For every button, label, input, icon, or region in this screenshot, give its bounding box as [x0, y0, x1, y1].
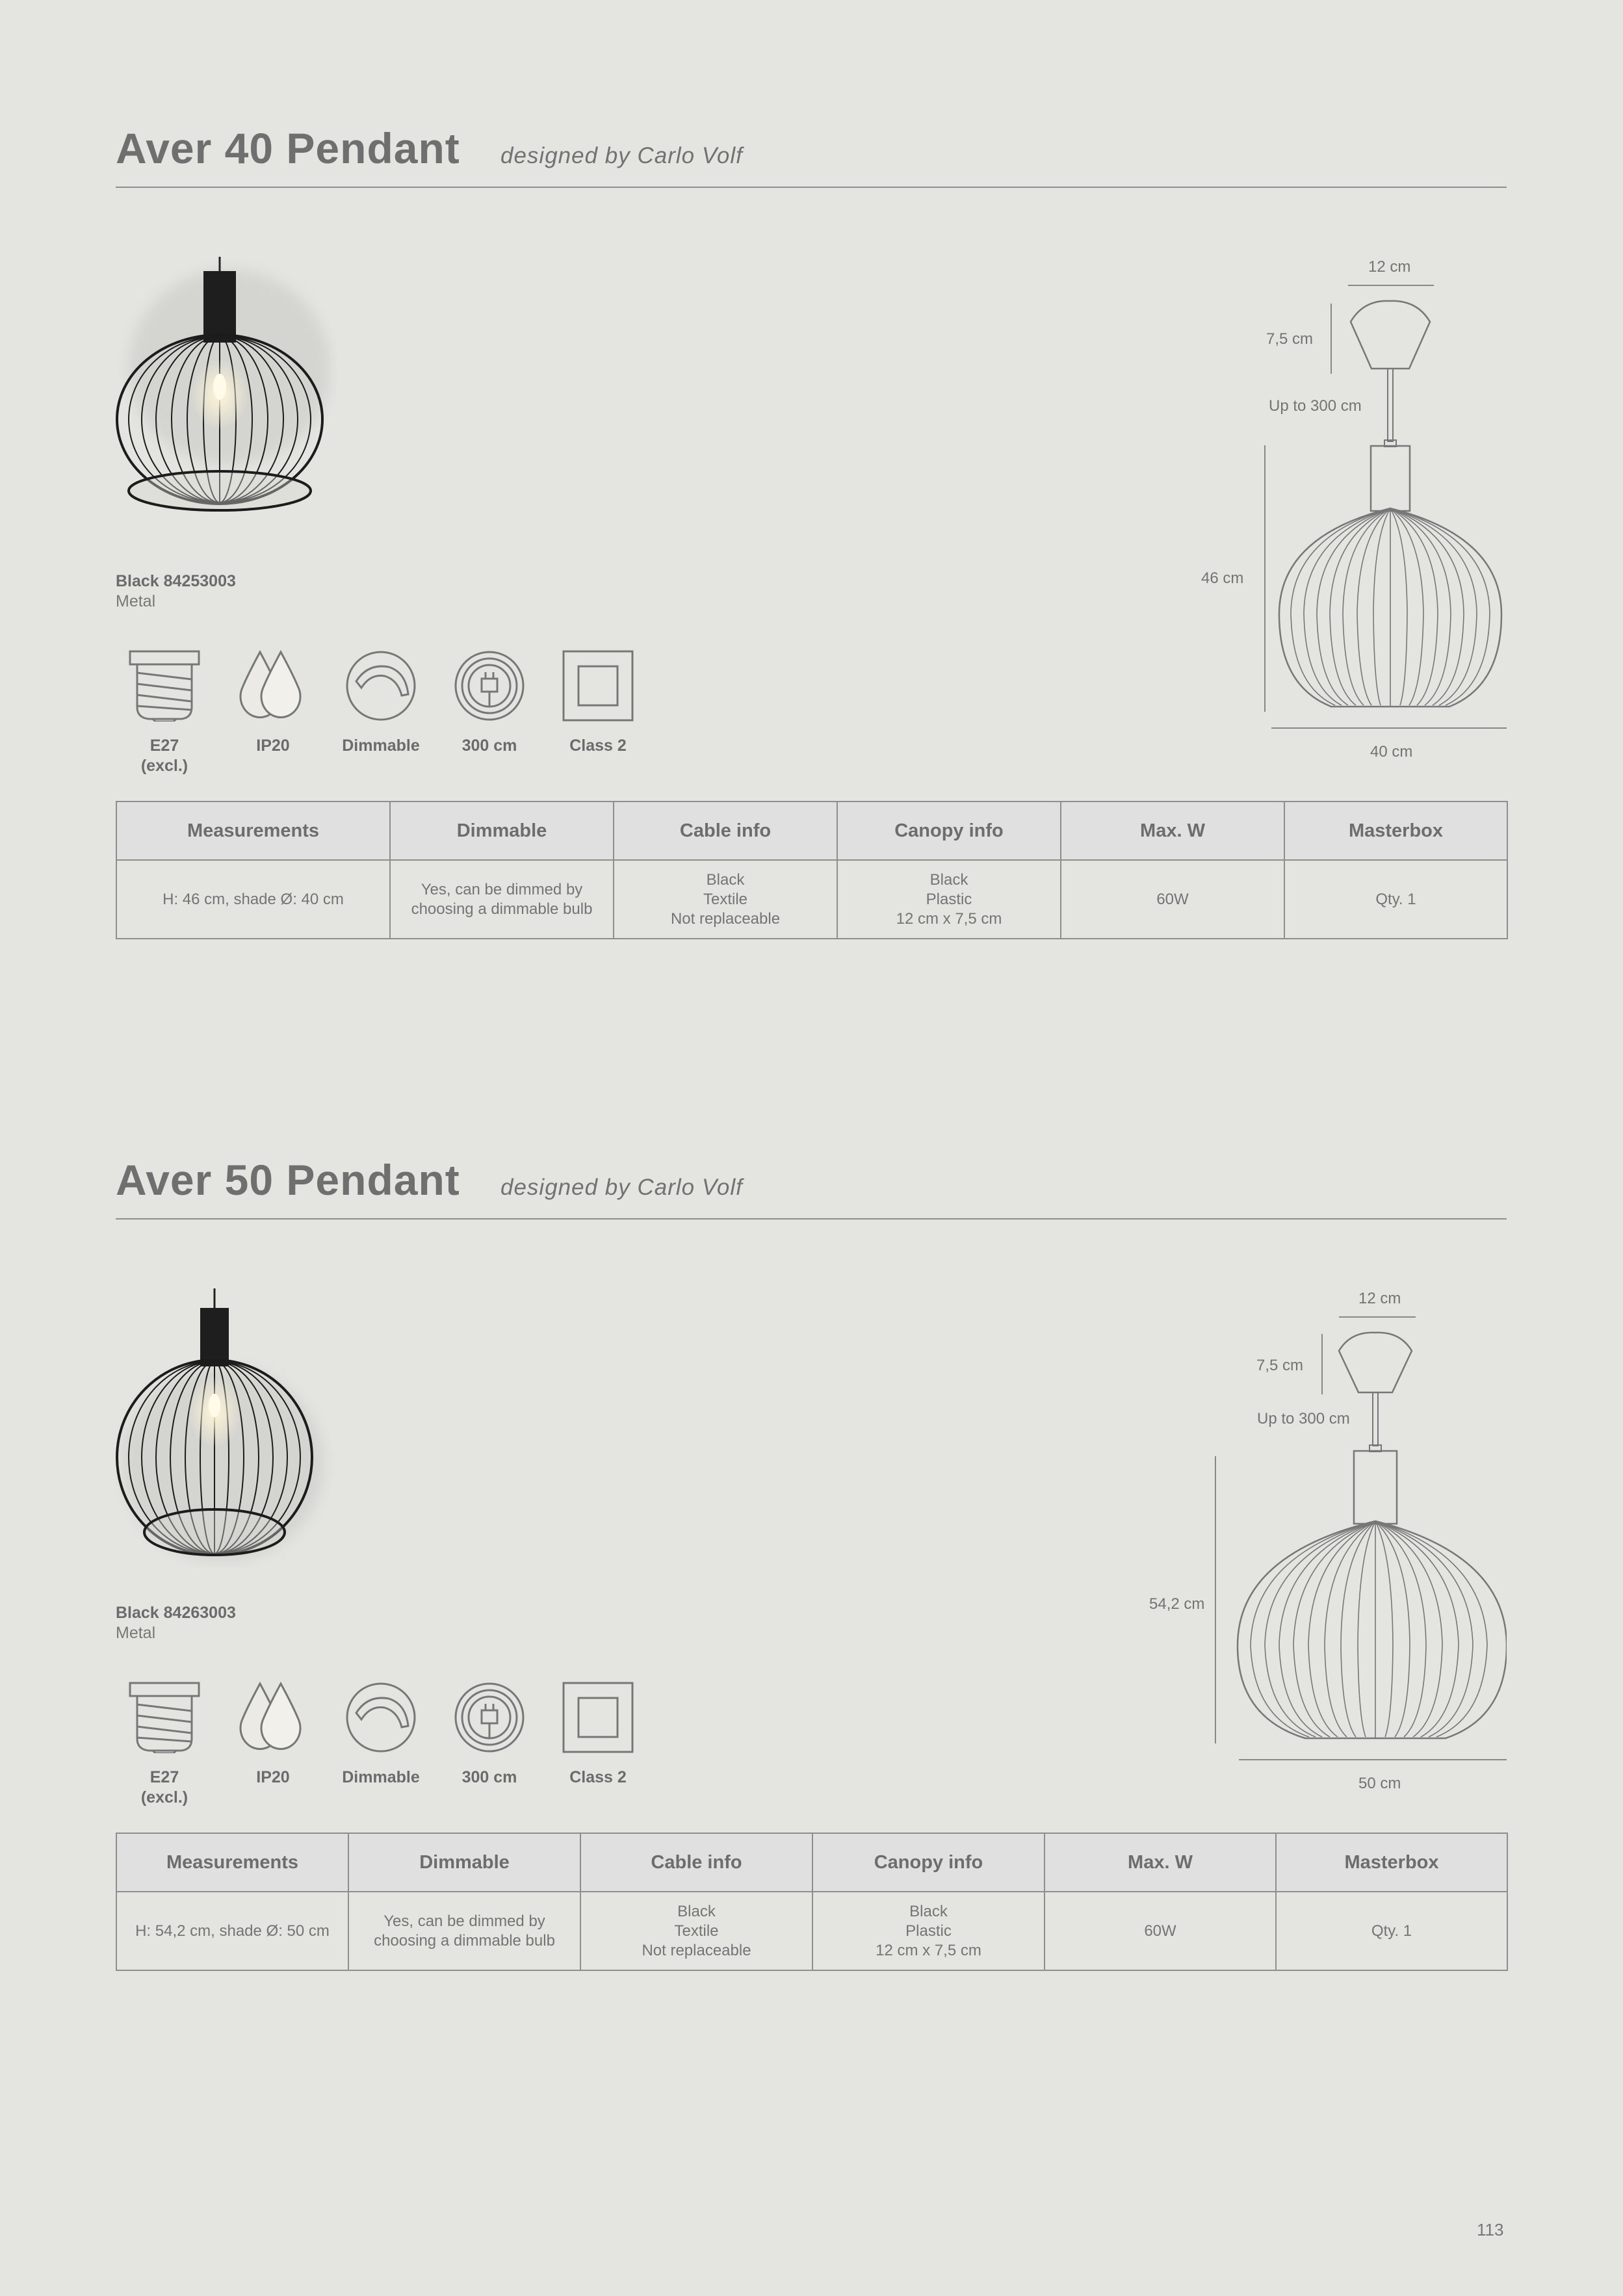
cable-plug-icon — [450, 650, 528, 722]
header-measurements: Measurements — [116, 802, 390, 860]
product-section-aver-40 — [116, 117, 1507, 962]
table-header-row — [116, 802, 1507, 860]
feature-label: E27 (excl.) — [140, 737, 188, 775]
spec-table — [116, 1833, 1508, 1971]
product-title: Aver 50 Pendant — [116, 1156, 460, 1204]
dim-height: 46 cm — [1201, 569, 1244, 587]
designer-credit: designed by Carlo Volf — [500, 143, 743, 168]
cell-dimmable: Yes, can be dimmed by choosing a dimmable bulb — [348, 1892, 580, 1970]
class2-icon — [559, 650, 637, 722]
header-cable-info: Cable info — [614, 802, 837, 860]
dim-canopy-height: 7,5 cm — [1256, 1357, 1304, 1374]
ip20-drops-icon — [234, 650, 312, 722]
header-max-w: Max. W — [1045, 1833, 1276, 1892]
cell-cable-info: Black Textile Not replaceable — [580, 1892, 812, 1970]
e27-socket-icon — [125, 650, 203, 722]
header-divider — [116, 187, 1507, 188]
feature-label: E27 (excl.) — [140, 1768, 188, 1807]
technical-drawing — [1149, 1288, 1507, 1821]
feature-label: Dimmable — [342, 1768, 420, 1786]
e27-socket-icon — [125, 1682, 203, 1753]
feature-label: 300 cm — [461, 737, 517, 755]
dim-canopy-width: 12 cm — [1368, 258, 1411, 276]
feature-label: Class 2 — [569, 1768, 627, 1786]
cell-measurements: H: 54,2 cm, shade Ø: 50 cm — [116, 1892, 348, 1970]
product-title: Aver 40 Pendant — [116, 124, 460, 172]
dim-canopy-width: 12 cm — [1358, 1290, 1401, 1307]
dim-width: 40 cm — [1370, 743, 1413, 761]
product-photo — [116, 257, 337, 536]
feature-class2 — [549, 650, 647, 756]
header-max-w: Max. W — [1061, 802, 1284, 860]
product-section-aver-50 — [116, 1149, 1507, 1994]
feature-ip20 — [224, 1682, 322, 1788]
product-sku: Black 84263003 — [116, 1604, 236, 1622]
dim-width: 50 cm — [1358, 1775, 1401, 1792]
table-header-row — [116, 1833, 1507, 1892]
dim-height: 54,2 cm — [1149, 1595, 1205, 1613]
feature-label: IP20 — [256, 737, 290, 755]
product-header — [116, 1149, 1507, 1233]
technical-drawing — [1195, 257, 1507, 777]
product-sku: Black 84253003 — [116, 572, 236, 590]
header-dimmable: Dimmable — [348, 1833, 580, 1892]
feature-dimmable — [332, 1682, 430, 1788]
header-masterbox: Masterbox — [1276, 1833, 1507, 1892]
spec-table — [116, 801, 1508, 939]
feature-class2 — [549, 1682, 647, 1788]
table-row — [116, 860, 1507, 939]
cell-masterbox: Qty. 1 — [1276, 1892, 1507, 1970]
feature-label: 300 cm — [461, 1768, 517, 1786]
product-material: Metal — [116, 592, 156, 610]
header-cable-info: Cable info — [580, 1833, 812, 1892]
feature-label: IP20 — [256, 1768, 290, 1786]
feature-label: Dimmable — [342, 737, 420, 755]
cable-plug-icon — [450, 1682, 528, 1753]
cell-measurements: H: 46 cm, shade Ø: 40 cm — [116, 860, 390, 939]
feature-cable — [441, 1682, 538, 1788]
ip20-drops-icon — [234, 1682, 312, 1753]
dim-cable-length: Up to 300 cm — [1257, 1410, 1350, 1428]
dim-canopy-height: 7,5 cm — [1266, 330, 1314, 348]
cell-max-w: 60W — [1061, 860, 1284, 939]
cell-cable-info: Black Textile Not replaceable — [614, 860, 837, 939]
class2-icon — [559, 1682, 637, 1753]
product-photo — [116, 1288, 337, 1568]
dimmable-icon — [342, 1682, 420, 1753]
cell-dimmable: Yes, can be dimmed by choosing a dimmable bulb — [390, 860, 614, 939]
cell-max-w: 60W — [1045, 1892, 1276, 1970]
designer-credit: designed by Carlo Volf — [500, 1175, 743, 1200]
feature-cable — [441, 650, 538, 756]
dim-cable-length: Up to 300 cm — [1269, 397, 1362, 415]
product-header — [116, 117, 1507, 202]
page-number: 113 — [1477, 2220, 1504, 2239]
table-row — [116, 1892, 1507, 1970]
header-canopy-info: Canopy info — [837, 802, 1061, 860]
header-dimmable: Dimmable — [390, 802, 614, 860]
cell-canopy-info: Black Plastic 12 cm x 7,5 cm — [837, 860, 1061, 939]
cell-canopy-info: Black Plastic 12 cm x 7,5 cm — [812, 1892, 1045, 1970]
header-canopy-info: Canopy info — [812, 1833, 1045, 1892]
feature-ip20 — [224, 650, 322, 756]
dimmable-icon — [342, 650, 420, 722]
cell-masterbox: Qty. 1 — [1284, 860, 1507, 939]
feature-dimmable — [332, 650, 430, 756]
header-divider — [116, 1218, 1507, 1220]
feature-label: Class 2 — [569, 737, 627, 755]
feature-e27 — [116, 650, 213, 776]
product-material: Metal — [116, 1624, 156, 1642]
header-measurements: Measurements — [116, 1833, 348, 1892]
header-masterbox: Masterbox — [1284, 802, 1507, 860]
feature-e27 — [116, 1682, 213, 1808]
